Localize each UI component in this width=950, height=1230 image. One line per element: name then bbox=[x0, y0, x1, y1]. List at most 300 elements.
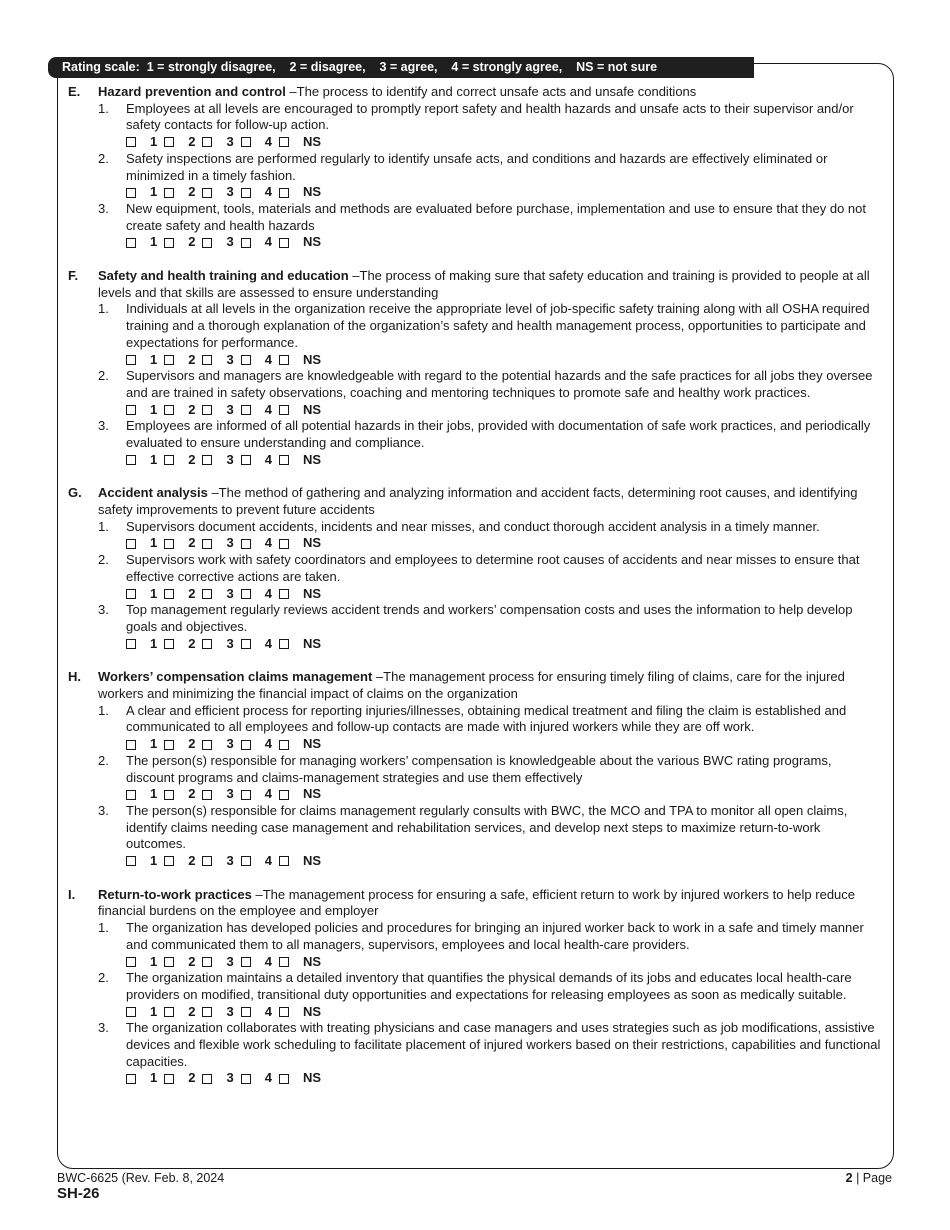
question-text: Employees at all levels are encouraged to promptly report safety and health hazards and unsafe acts to their supervisor and/or safety contacts for follow-up action. bbox=[126, 100, 854, 133]
question-item bbox=[98, 1020, 882, 1087]
section-letter: H. bbox=[68, 669, 81, 685]
checkbox-2[interactable] bbox=[164, 188, 174, 198]
checkbox-1[interactable] bbox=[126, 455, 136, 465]
checkbox-3[interactable] bbox=[202, 238, 212, 248]
rating-option-label: 3 bbox=[226, 585, 234, 601]
rating-option[interactable] bbox=[279, 736, 321, 753]
rating-option-label: 2 bbox=[188, 351, 196, 367]
question-number: 1. bbox=[98, 301, 109, 317]
checkbox-2[interactable] bbox=[164, 957, 174, 967]
rating-option[interactable] bbox=[202, 853, 233, 870]
rating-option-label: 4 bbox=[264, 134, 272, 150]
rating-option[interactable] bbox=[241, 402, 272, 419]
question-body bbox=[126, 519, 882, 552]
rating-option-label: 4 bbox=[264, 351, 272, 367]
rating-option[interactable] bbox=[202, 954, 233, 971]
rating-options bbox=[126, 736, 882, 753]
rating-option-label: 2 bbox=[188, 1070, 196, 1086]
rating-option[interactable] bbox=[241, 234, 272, 251]
rating-option[interactable] bbox=[202, 234, 233, 251]
rating-option[interactable] bbox=[202, 1070, 233, 1087]
question-body bbox=[126, 803, 882, 870]
rating-option[interactable] bbox=[164, 352, 195, 369]
rating-options bbox=[126, 636, 882, 653]
checkbox-3[interactable] bbox=[202, 188, 212, 198]
section-letter: E. bbox=[68, 84, 81, 99]
question-item bbox=[98, 552, 882, 602]
section-letter: F. bbox=[68, 267, 79, 283]
rating-option-label: 3 bbox=[226, 134, 234, 150]
question-number: 3. bbox=[98, 802, 109, 818]
checkbox-ns[interactable] bbox=[279, 137, 289, 147]
rating-option[interactable] bbox=[126, 134, 157, 151]
checkbox-2[interactable] bbox=[164, 238, 174, 248]
rating-option[interactable] bbox=[241, 586, 272, 603]
question-text: Individuals at all levels in the organization receive the appropriate level of job-specific safety training along with all OSHA required training and a thorough explanation of the organization’s safety and health management process, opportunities to participate and expectations for performance. bbox=[126, 301, 870, 350]
checkbox-3[interactable] bbox=[202, 589, 212, 599]
rating-option[interactable] bbox=[126, 1070, 157, 1087]
rating-option-label: NS bbox=[302, 853, 321, 869]
section-heading bbox=[98, 485, 882, 518]
question-number: 3. bbox=[98, 602, 109, 618]
rating-option[interactable] bbox=[202, 636, 233, 653]
rating-option-label: 2 bbox=[188, 953, 196, 969]
rating-option[interactable] bbox=[164, 234, 195, 251]
rating-option-label: 1 bbox=[150, 234, 158, 250]
rating-options bbox=[126, 402, 882, 419]
checkbox-3[interactable] bbox=[202, 455, 212, 465]
section-body bbox=[98, 887, 882, 1087]
section-title: Return-to-work practices bbox=[98, 886, 252, 902]
checkbox-2[interactable] bbox=[164, 639, 174, 649]
checkbox-ns[interactable] bbox=[279, 856, 289, 866]
checkbox-1[interactable] bbox=[126, 790, 136, 800]
question-body bbox=[126, 970, 882, 1020]
rating-option-label: 4 bbox=[264, 736, 272, 752]
section-title: Accident analysis bbox=[98, 485, 208, 501]
checkbox-3[interactable] bbox=[202, 639, 212, 649]
rating-option[interactable] bbox=[279, 1070, 321, 1087]
question-text: The person(s) responsible for claims management regularly consults with BWC, the MCO and TPA to monitor all open claims, identify claims needing case management and rehabilitation services, and develop next steps to maximize return-to-work outcomes. bbox=[126, 802, 848, 852]
question-number: 3. bbox=[98, 418, 109, 434]
rating-option[interactable] bbox=[241, 786, 272, 803]
rating-option[interactable] bbox=[126, 636, 157, 653]
questionnaire-content bbox=[68, 84, 882, 1104]
rating-option-label: 3 bbox=[226, 535, 234, 551]
question-text: Supervisors work with safety coordinators and employees to determine root causes of accidents and near misses to ensure that effective corrective actions are taken. bbox=[126, 552, 860, 584]
rating-option-label: NS bbox=[302, 1003, 321, 1019]
rating-option[interactable] bbox=[202, 134, 233, 151]
checkbox-1[interactable] bbox=[126, 639, 136, 649]
rating-option-label: 1 bbox=[150, 401, 158, 417]
section-heading bbox=[98, 669, 882, 702]
checkbox-1[interactable] bbox=[126, 1007, 136, 1017]
checkbox-ns[interactable] bbox=[279, 1074, 289, 1084]
rating-option-label: 3 bbox=[226, 351, 234, 367]
rating-option-label: NS bbox=[302, 451, 321, 467]
rating-option[interactable] bbox=[202, 452, 233, 469]
section-f bbox=[68, 268, 882, 468]
question-body bbox=[126, 753, 882, 803]
question-body bbox=[126, 101, 882, 151]
rating-option-label: 2 bbox=[188, 234, 196, 250]
rating-option[interactable] bbox=[241, 1070, 272, 1087]
rating-option-label: 4 bbox=[264, 451, 272, 467]
rating-option-label: 1 bbox=[150, 351, 158, 367]
checkbox-ns[interactable] bbox=[279, 790, 289, 800]
section-title: Workers’ compensation claims management bbox=[98, 669, 373, 685]
checkbox-1[interactable] bbox=[126, 856, 136, 866]
checkbox-2[interactable] bbox=[164, 740, 174, 750]
rating-option-label: 1 bbox=[150, 853, 158, 869]
checkbox-2[interactable] bbox=[164, 355, 174, 365]
checkbox-2[interactable] bbox=[164, 1074, 174, 1084]
footer-page bbox=[846, 1171, 892, 1185]
rating-option-label: 3 bbox=[226, 786, 234, 802]
checkbox-2[interactable] bbox=[164, 405, 174, 415]
question-item bbox=[98, 368, 882, 418]
section-letter: I. bbox=[68, 886, 76, 902]
section-heading bbox=[98, 887, 882, 920]
rating-option-label: 4 bbox=[264, 1070, 272, 1086]
rating-option[interactable] bbox=[202, 352, 233, 369]
question-number: 2. bbox=[98, 970, 109, 986]
rating-option[interactable] bbox=[202, 736, 233, 753]
rating-scale-banner: Rating scale: 1 = strongly disagree, 2 = disagree, 3 = agree, 4 = strongly agree, NS = not sure bbox=[48, 57, 754, 78]
rating-option-label: 1 bbox=[150, 535, 158, 551]
section-description: –The process to identify and correct unsafe acts and unsafe conditions bbox=[285, 84, 697, 99]
rating-option[interactable] bbox=[126, 452, 157, 469]
footer-left bbox=[57, 1171, 224, 1202]
question-body bbox=[126, 368, 882, 418]
rating-option-label: 2 bbox=[188, 535, 196, 551]
rating-option-label: 3 bbox=[226, 401, 234, 417]
checkbox-4[interactable] bbox=[241, 355, 251, 365]
rating-option[interactable] bbox=[164, 853, 195, 870]
checkbox-3[interactable] bbox=[202, 137, 212, 147]
rating-option-label: NS bbox=[302, 401, 321, 417]
rating-option[interactable] bbox=[164, 452, 195, 469]
checkbox-4[interactable] bbox=[241, 405, 251, 415]
rating-option-label: 3 bbox=[226, 736, 234, 752]
rating-option[interactable] bbox=[279, 786, 321, 803]
rating-options bbox=[126, 786, 882, 803]
checkbox-4[interactable] bbox=[241, 740, 251, 750]
checkbox-1[interactable] bbox=[126, 539, 136, 549]
question-number: 2. bbox=[98, 368, 109, 384]
checkbox-1[interactable] bbox=[126, 589, 136, 599]
rating-option[interactable] bbox=[126, 954, 157, 971]
checkbox-1[interactable] bbox=[126, 238, 136, 248]
rating-option[interactable] bbox=[126, 352, 157, 369]
rating-option[interactable] bbox=[126, 1004, 157, 1021]
checkbox-2[interactable] bbox=[164, 1007, 174, 1017]
checkbox-4[interactable] bbox=[241, 188, 251, 198]
checkbox-4[interactable] bbox=[241, 589, 251, 599]
rating-option-label: NS bbox=[302, 786, 321, 802]
rating-option[interactable] bbox=[202, 184, 233, 201]
rating-option-label: 2 bbox=[188, 1003, 196, 1019]
question-item bbox=[98, 753, 882, 803]
rating-option[interactable] bbox=[164, 184, 195, 201]
rating-option[interactable] bbox=[126, 786, 157, 803]
checkbox-ns[interactable] bbox=[279, 1007, 289, 1017]
question-text: Supervisors document accidents, incidents and near misses, and conduct thorough accident analysis in a timely manner. bbox=[126, 518, 820, 534]
checkbox-3[interactable] bbox=[202, 790, 212, 800]
rating-option[interactable] bbox=[164, 786, 195, 803]
question-text: Employees are informed of all potential hazards in their jobs, provided with documentation of safe work practices, and periodically evaluated to ensure understanding and compliance. bbox=[126, 418, 871, 450]
section-heading bbox=[98, 268, 882, 301]
rating-option-label: 1 bbox=[150, 451, 158, 467]
question-item bbox=[98, 151, 882, 201]
rating-option[interactable] bbox=[241, 636, 272, 653]
rating-option-label: 3 bbox=[226, 953, 234, 969]
rating-option-label: NS bbox=[302, 953, 321, 969]
rating-option[interactable] bbox=[126, 184, 157, 201]
question-text: The person(s) responsible for managing workers’ compensation is knowledgeable about the various BWC rating programs, discount programs and claims-management strategies and use them effectively bbox=[126, 752, 832, 785]
rating-option-label: 3 bbox=[226, 1003, 234, 1019]
rating-option[interactable] bbox=[279, 134, 321, 151]
checkbox-3[interactable] bbox=[202, 740, 212, 750]
rating-option[interactable] bbox=[202, 586, 233, 603]
checkbox-2[interactable] bbox=[164, 137, 174, 147]
checkbox-4[interactable] bbox=[241, 957, 251, 967]
rating-option-label: 1 bbox=[150, 184, 158, 200]
rating-option[interactable] bbox=[126, 535, 157, 552]
rating-option-label: 1 bbox=[150, 1003, 158, 1019]
checkbox-ns[interactable] bbox=[279, 539, 289, 549]
rating-option-label: 4 bbox=[264, 401, 272, 417]
rating-option[interactable] bbox=[126, 586, 157, 603]
rating-option[interactable] bbox=[164, 1070, 195, 1087]
checkbox-2[interactable] bbox=[164, 856, 174, 866]
checkbox-4[interactable] bbox=[241, 238, 251, 248]
page-number: 2 bbox=[845, 1171, 853, 1185]
rating-option[interactable] bbox=[279, 535, 321, 552]
rating-option[interactable] bbox=[241, 535, 272, 552]
rating-options bbox=[126, 535, 882, 552]
checkbox-1[interactable] bbox=[126, 137, 136, 147]
question-text: A clear and efficient process for reporting injuries/illnesses, obtaining medical treatment and filing the claim is established and communicated to all employees and follow-up contacts are made with injured workers while they are off work. bbox=[126, 702, 847, 735]
checkbox-1[interactable] bbox=[126, 957, 136, 967]
checkbox-4[interactable] bbox=[241, 137, 251, 147]
checkbox-1[interactable] bbox=[126, 188, 136, 198]
rating-option-label: 2 bbox=[188, 635, 196, 651]
rating-option[interactable] bbox=[164, 535, 195, 552]
rating-option-label: 4 bbox=[264, 184, 272, 200]
checkbox-4[interactable] bbox=[241, 455, 251, 465]
checkbox-3[interactable] bbox=[202, 1074, 212, 1084]
checkbox-ns[interactable] bbox=[279, 355, 289, 365]
section-heading bbox=[98, 84, 882, 101]
rating-option-label: 1 bbox=[150, 953, 158, 969]
rating-option[interactable] bbox=[164, 402, 195, 419]
checkbox-ns[interactable] bbox=[279, 455, 289, 465]
question-body bbox=[126, 418, 882, 468]
section-description: –The management process for ensuring timely filing of claims, care for the injured workers and minimizing the financial impact of claims on the organization bbox=[98, 669, 845, 702]
checkbox-4[interactable] bbox=[241, 539, 251, 549]
question-item bbox=[98, 920, 882, 970]
rating-option[interactable] bbox=[279, 234, 321, 251]
rating-option[interactable] bbox=[279, 352, 321, 369]
rating-option[interactable] bbox=[279, 586, 321, 603]
rating-option-label: 4 bbox=[264, 585, 272, 601]
rating-option[interactable] bbox=[202, 1004, 233, 1021]
checkbox-4[interactable] bbox=[241, 856, 251, 866]
section-description: –The management process for ensuring a safe, efficient return to work by injured workers to help reduce financial burdens on the employee and employer bbox=[98, 886, 856, 919]
rating-option-label: 1 bbox=[150, 585, 158, 601]
section-description: –The process of making sure that safety education and training is provided to people at all levels and that skills are assessed to ensure understanding bbox=[98, 267, 870, 300]
rating-option-label: 2 bbox=[188, 736, 196, 752]
rating-option-label: 3 bbox=[226, 451, 234, 467]
rating-option[interactable] bbox=[279, 402, 321, 419]
rating-options bbox=[126, 352, 882, 369]
question-number: 1. bbox=[98, 518, 109, 534]
rating-option[interactable] bbox=[126, 736, 157, 753]
question-text: Supervisors and managers are knowledgeable with regard to the potential hazards and the safe practices for all jobs they oversee and are trained in safety observations, coaching and mentoring techniques to promote safe and healthy work practices. bbox=[126, 368, 873, 400]
checkbox-1[interactable] bbox=[126, 740, 136, 750]
checkbox-3[interactable] bbox=[202, 1007, 212, 1017]
checkbox-1[interactable] bbox=[126, 1074, 136, 1084]
question-item bbox=[98, 519, 882, 552]
question-text: Safety inspections are performed regularly to identify unsafe acts, and conditions and hazards are effectively eliminated or minimized in a timely fashion. bbox=[126, 150, 828, 183]
rating-option[interactable] bbox=[202, 535, 233, 552]
rating-option[interactable] bbox=[241, 184, 272, 201]
rating-option-label: 1 bbox=[150, 736, 158, 752]
question-number: 1. bbox=[98, 920, 109, 936]
rating-option-label: 2 bbox=[188, 585, 196, 601]
checkbox-ns[interactable] bbox=[279, 188, 289, 198]
checkbox-3[interactable] bbox=[202, 405, 212, 415]
rating-options bbox=[126, 586, 882, 603]
rating-option[interactable] bbox=[279, 1004, 321, 1021]
rating-option-label: 3 bbox=[226, 184, 234, 200]
rating-options bbox=[126, 1004, 882, 1021]
question-number: 1. bbox=[98, 100, 109, 116]
checkbox-1[interactable] bbox=[126, 405, 136, 415]
question-item bbox=[98, 101, 882, 151]
rating-option-label: 2 bbox=[188, 134, 196, 150]
section-description: –The method of gathering and analyzing information and accident facts, determining root causes, and identifying safety improvements to prevent future accidents bbox=[98, 485, 858, 518]
rating-option[interactable] bbox=[126, 234, 157, 251]
rating-option[interactable] bbox=[241, 736, 272, 753]
checkbox-ns[interactable] bbox=[279, 589, 289, 599]
rating-option-label: NS bbox=[302, 1070, 321, 1086]
rating-option-label: 3 bbox=[226, 1070, 234, 1086]
checkbox-2[interactable] bbox=[164, 455, 174, 465]
rating-option[interactable] bbox=[164, 134, 195, 151]
question-body bbox=[126, 552, 882, 602]
question-number: 2. bbox=[98, 552, 109, 568]
rating-options bbox=[126, 184, 882, 201]
section-body bbox=[98, 268, 882, 468]
checkbox-4[interactable] bbox=[241, 1074, 251, 1084]
section-title: Safety and health training and education bbox=[98, 267, 349, 283]
rating-options bbox=[126, 954, 882, 971]
rating-option[interactable] bbox=[164, 636, 195, 653]
question-text: The organization collaborates with treating physicians and case managers and uses strategies such as job modifications, assistive devices and flexible work scheduling to facilitate placement of injured workers based on their restrictions, capabilities and functional capacities. bbox=[126, 1020, 881, 1069]
checkbox-2[interactable] bbox=[164, 539, 174, 549]
page-label: | Page bbox=[852, 1171, 892, 1185]
rating-option-label: 2 bbox=[188, 451, 196, 467]
question-body bbox=[126, 301, 882, 368]
rating-option-label: 4 bbox=[264, 635, 272, 651]
question-text: New equipment, tools, materials and methods are evaluated before purchase, implementation and use to ensure that they do not create safety and health hazards bbox=[126, 200, 867, 233]
rating-option[interactable] bbox=[164, 736, 195, 753]
checkbox-3[interactable] bbox=[202, 539, 212, 549]
question-number: 2. bbox=[98, 150, 109, 166]
rating-option[interactable] bbox=[126, 402, 157, 419]
question-text: The organization maintains a detailed inventory that quantifies the physical demands of its jobs and educates local health-care providers on modified, transitional duty opportunities and expectations for releasing employees as soon as medically suitable. bbox=[126, 970, 852, 1002]
checkbox-4[interactable] bbox=[241, 639, 251, 649]
rating-option[interactable] bbox=[202, 402, 233, 419]
rating-option[interactable] bbox=[241, 853, 272, 870]
question-body bbox=[126, 1020, 882, 1087]
rating-option-label: NS bbox=[302, 635, 321, 651]
section-e bbox=[68, 84, 882, 251]
rating-option[interactable] bbox=[126, 853, 157, 870]
rating-option-label: NS bbox=[302, 351, 321, 367]
checkbox-3[interactable] bbox=[202, 957, 212, 967]
section-letter: G. bbox=[68, 485, 82, 501]
checkbox-ns[interactable] bbox=[279, 957, 289, 967]
rating-option-label: 2 bbox=[188, 184, 196, 200]
rating-option[interactable] bbox=[241, 1004, 272, 1021]
form-code: SH-26 bbox=[57, 1185, 100, 1202]
rating-option[interactable] bbox=[241, 954, 272, 971]
rating-option-label: 4 bbox=[264, 1003, 272, 1019]
checkbox-3[interactable] bbox=[202, 355, 212, 365]
rating-options bbox=[126, 134, 882, 151]
checkbox-4[interactable] bbox=[241, 1007, 251, 1017]
section-body bbox=[98, 485, 882, 652]
rating-option-label: NS bbox=[302, 134, 321, 150]
rating-options bbox=[126, 1070, 882, 1087]
rating-option-label: 1 bbox=[150, 134, 158, 150]
rating-option[interactable] bbox=[164, 586, 195, 603]
rating-options bbox=[126, 452, 882, 469]
checkbox-4[interactable] bbox=[241, 790, 251, 800]
checkbox-2[interactable] bbox=[164, 589, 174, 599]
question-item bbox=[98, 201, 882, 251]
rating-option-label: 3 bbox=[226, 234, 234, 250]
rating-option[interactable] bbox=[279, 954, 321, 971]
checkbox-ns[interactable] bbox=[279, 238, 289, 248]
rating-option-label: 4 bbox=[264, 853, 272, 869]
rating-option[interactable] bbox=[164, 954, 195, 971]
rating-option[interactable] bbox=[279, 452, 321, 469]
section-title: Hazard prevention and control bbox=[98, 84, 286, 99]
rating-option-label: NS bbox=[302, 585, 321, 601]
checkbox-ns[interactable] bbox=[279, 639, 289, 649]
checkbox-1[interactable] bbox=[126, 355, 136, 365]
checkbox-ns[interactable] bbox=[279, 405, 289, 415]
rating-option[interactable] bbox=[279, 853, 321, 870]
rating-option[interactable] bbox=[241, 452, 272, 469]
rating-option[interactable] bbox=[202, 786, 233, 803]
rating-option-label: 3 bbox=[226, 635, 234, 651]
checkbox-3[interactable] bbox=[202, 856, 212, 866]
rating-option[interactable] bbox=[279, 184, 321, 201]
checkbox-2[interactable] bbox=[164, 790, 174, 800]
rating-option[interactable] bbox=[241, 352, 272, 369]
rating-option-label: NS bbox=[302, 184, 321, 200]
rating-option[interactable] bbox=[241, 134, 272, 151]
rating-option-label: NS bbox=[302, 234, 321, 250]
checkbox-ns[interactable] bbox=[279, 740, 289, 750]
rating-option[interactable] bbox=[279, 636, 321, 653]
rating-option[interactable] bbox=[164, 1004, 195, 1021]
